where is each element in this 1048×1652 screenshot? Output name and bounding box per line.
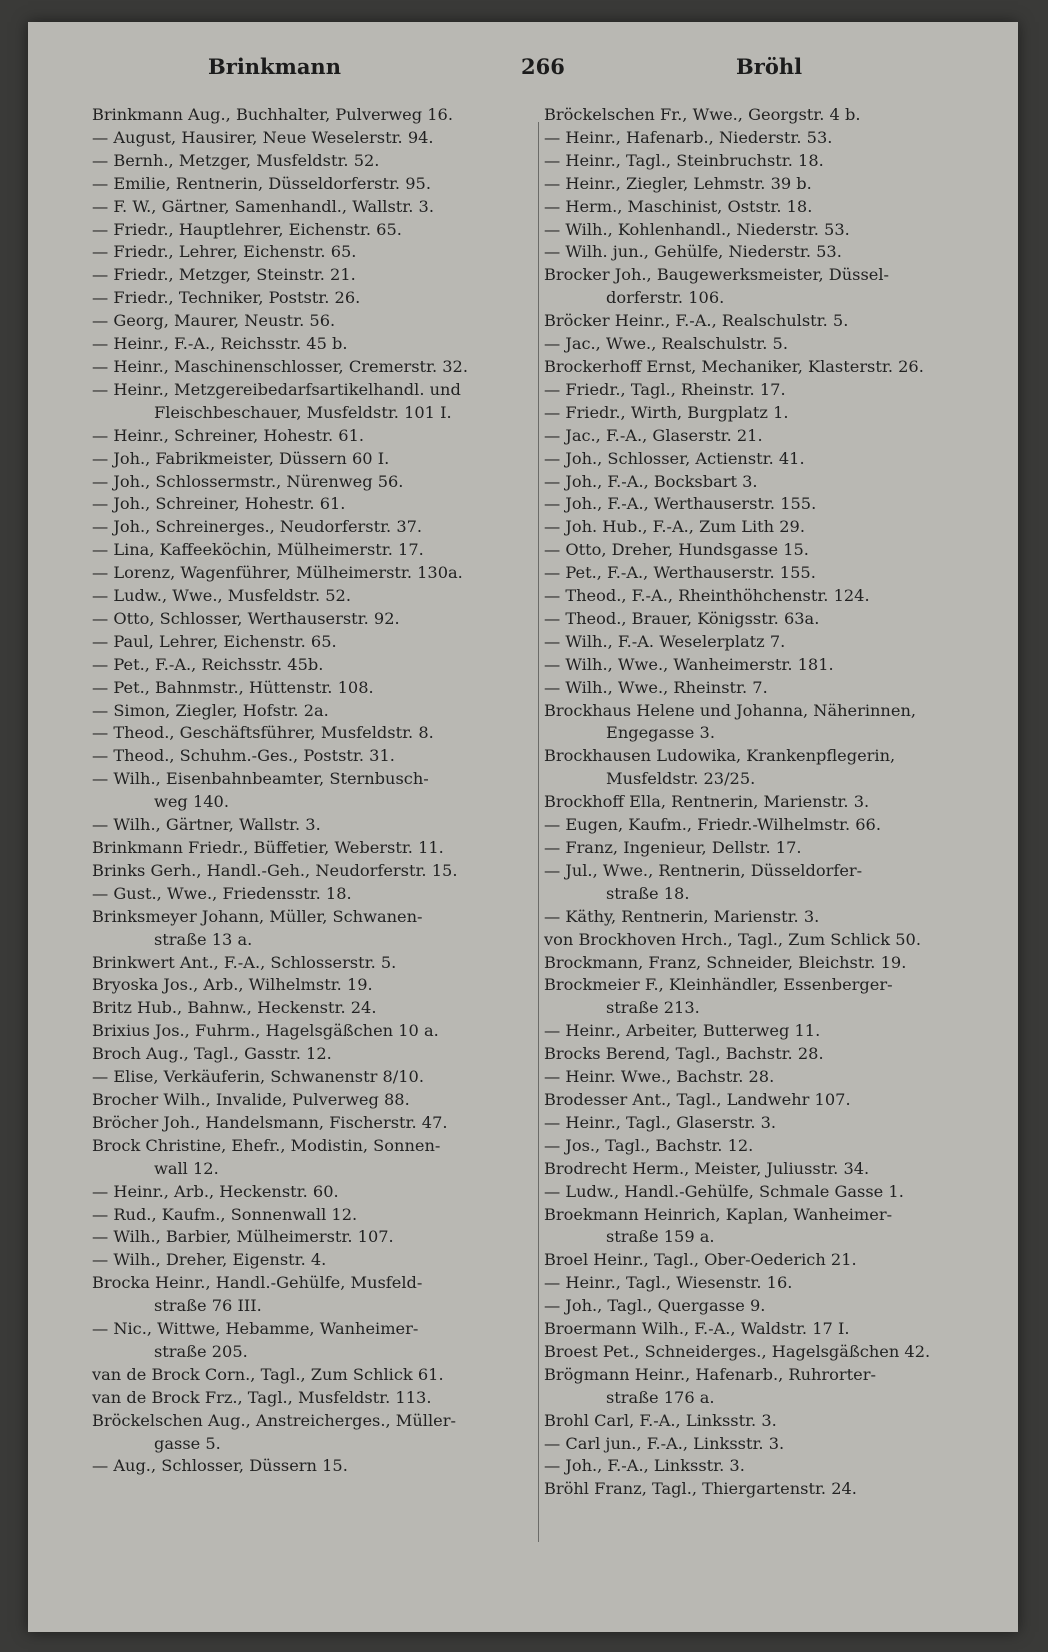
directory-entry: — Heinr., Ziegler, Lehmstr. 39 b. bbox=[544, 173, 812, 193]
directory-entry: Brodesser Ant., Tagl., Landwehr 107. bbox=[544, 1089, 851, 1109]
directory-entry: — Emilie, Rentnerin, Düsseldorferstr. 95. bbox=[92, 173, 431, 193]
column-divider bbox=[538, 122, 539, 1542]
directory-entry: — Elise, Verkäuferin, Schwanenstr 8/10. bbox=[92, 1067, 425, 1087]
directory-entry: — Franz, Ingenieur, Dellstr. 17. bbox=[544, 838, 802, 857]
directory-entry: Brockhoff Ella, Rentnerin, Marienstr. 3. bbox=[544, 792, 870, 812]
directory-entry: Bröhl Franz, Tagl., Thiergartenstr. 24. bbox=[544, 1479, 857, 1499]
directory-entry: Brock Christine, Ehefr., Modistin, Sonnen- bbox=[92, 1135, 441, 1155]
directory-entry: — Heinr., Hafenarb., Niederstr. 53. bbox=[544, 127, 833, 147]
directory-entry: — Otto, Schlosser, Werthauserstr. 92. bbox=[92, 608, 400, 628]
page-header bbox=[88, 54, 988, 84]
directory-entry: — Bernh., Metzger, Musfeldstr. 52. bbox=[92, 150, 380, 170]
directory-entry-continuation: straße 205. bbox=[154, 1341, 248, 1361]
directory-entry: — Heinr., F.-A., Reichsstr. 45 b. bbox=[92, 334, 348, 354]
page-number: 266 bbox=[521, 54, 565, 79]
directory-entry: — Simon, Ziegler, Hofstr. 2a. bbox=[92, 700, 329, 720]
directory-entry: — Wilh., Gärtner, Wallstr. 3. bbox=[92, 815, 321, 835]
directory-entry: Brixius Jos., Fuhrm., Hagelsgäßchen 10 a. bbox=[92, 1021, 439, 1041]
directory-entry: Broel Heinr., Tagl., Ober-Oederich 21. bbox=[544, 1250, 857, 1270]
directory-entry: — Wilh., Wwe., Rheinstr. 7. bbox=[544, 677, 768, 697]
directory-entry-continuation: dorferstr. 106. bbox=[606, 288, 725, 308]
directory-entry: — Joh., Schlossermstr., Nürenweg 56. bbox=[92, 471, 404, 491]
directory-page bbox=[28, 22, 1018, 1632]
directory-entry: — August, Hausirer, Neue Weselerstr. 94. bbox=[92, 127, 434, 147]
directory-entry: Brockhaus Helene und Johanna, Näherinnen, bbox=[544, 700, 917, 720]
directory-entry: Brinksmeyer Johann, Müller, Schwanen- bbox=[92, 906, 423, 926]
directory-entry: Brocher Wilh., Invalide, Pulverweg 88. bbox=[92, 1089, 410, 1109]
directory-entry: — Wilh., Eisenbahnbeamter, Sternbusch- bbox=[92, 769, 429, 789]
directory-entry: — Theod., Brauer, Königsstr. 63a. bbox=[544, 608, 820, 628]
directory-entry: — Heinr., Schreiner, Hohestr. 61. bbox=[92, 425, 365, 445]
directory-entry: — Heinr., Arbeiter, Butterweg 11. bbox=[544, 1021, 821, 1041]
directory-entry: Bröckelschen Aug., Anstreicherges., Müller- bbox=[92, 1410, 456, 1430]
directory-entry: — Joh., Tagl., Quergasse 9. bbox=[544, 1296, 766, 1316]
directory-entry: Brocker Joh., Baugewerksmeister, Düssel- bbox=[544, 265, 890, 285]
directory-entry: — Theod., Geschäftsführer, Musfeldstr. 8. bbox=[92, 723, 434, 743]
directory-entry: — Wilh., Kohlenhandl., Niederstr. 53. bbox=[544, 219, 850, 239]
directory-entry: Brockmeier F., Kleinhändler, Essenberger- bbox=[544, 975, 893, 995]
directory-entry: Brockhausen Ludowika, Krankenpflegerin, bbox=[544, 746, 896, 766]
directory-entry: Brohl Carl, F.-A., Linksstr. 3. bbox=[544, 1410, 777, 1430]
directory-entry-continuation: straße 18. bbox=[606, 883, 690, 903]
directory-entry: Brockerhoff Ernst, Mechaniker, Klasterstr. 26. bbox=[544, 356, 924, 376]
directory-entry: — Rud., Kaufm., Sonnenwall 12. bbox=[92, 1204, 358, 1224]
directory-entry: Brockmann, Franz, Schneider, Bleichstr. 19. bbox=[544, 952, 907, 972]
directory-entry: — F. W., Gärtner, Samenhandl., Wallstr. 3. bbox=[92, 196, 434, 216]
directory-entry: van de Brock Frz., Tagl., Musfeldstr. 113. bbox=[92, 1387, 432, 1407]
directory-entry: Broest Pet., Schneiderges., Hagelsgäßchen 42. bbox=[544, 1341, 931, 1361]
directory-entry: — Joh., F.-A., Werthauserstr. 155. bbox=[544, 494, 817, 514]
header-left-name: Brinkmann bbox=[208, 54, 341, 79]
directory-entry: Bröcker Heinr., F.-A., Realschulstr. 5. bbox=[544, 311, 849, 331]
directory-entry-continuation: weg 140. bbox=[154, 792, 229, 812]
directory-entry: — Heinr., Metzgereibedarfsartikelhandl. und bbox=[92, 379, 461, 399]
directory-entry: — Joh., Schreinerges., Neudorferstr. 37. bbox=[92, 517, 423, 537]
directory-entry: Brodrecht Herm., Meister, Juliusstr. 34. bbox=[544, 1158, 870, 1178]
directory-entry: — Wilh. jun., Gehülfe, Niederstr. 53. bbox=[544, 242, 842, 262]
directory-entry: — Theod., Schuhm.-Ges., Poststr. 31. bbox=[92, 746, 395, 766]
directory-entry-continuation: Fleischbeschauer, Musfeldstr. 101 I. bbox=[154, 402, 452, 422]
directory-entry: Broekmann Heinrich, Kaplan, Wanheimer- bbox=[544, 1204, 893, 1224]
directory-entry-continuation: straße 13 a. bbox=[154, 929, 253, 949]
directory-entry: Broermann Wilh., F.-A., Waldstr. 17 I. bbox=[544, 1319, 850, 1339]
directory-entry: — Heinr., Tagl., Glaserstr. 3. bbox=[544, 1112, 777, 1132]
directory-entry-continuation: Engegasse 3. bbox=[606, 723, 715, 743]
directory-entry-continuation: straße 176 a. bbox=[606, 1387, 715, 1407]
directory-entry: — Käthy, Rentnerin, Marienstr. 3. bbox=[544, 906, 820, 926]
directory-entry: — Joh. Hub., F.-A., Zum Lith 29. bbox=[544, 517, 805, 537]
directory-entry: Brinkwert Ant., F.-A., Schlosserstr. 5. bbox=[92, 952, 397, 972]
directory-entry: — Joh., F.-A., Bocksbart 3. bbox=[544, 471, 758, 491]
directory-entry: von Brockhoven Hrch., Tagl., Zum Schlick 50. bbox=[544, 929, 921, 949]
directory-entry: Bröcher Joh., Handelsmann, Fischerstr. 47. bbox=[92, 1112, 448, 1132]
directory-entry: — Wilh., F.-A. Weselerplatz 7. bbox=[544, 631, 786, 651]
directory-entry: — Friedr., Wirth, Burgplatz 1. bbox=[544, 402, 789, 422]
directory-entry: Britz Hub., Bahnw., Heckenstr. 24. bbox=[92, 998, 377, 1018]
directory-entry: Brögmann Heinr., Hafenarb., Ruhrorter- bbox=[544, 1364, 876, 1384]
directory-entry: — Jos., Tagl., Bachstr. 12. bbox=[544, 1135, 754, 1155]
directory-entry: — Heinr. Wwe., Bachstr. 28. bbox=[544, 1067, 775, 1087]
directory-entry: — Friedr., Techniker, Poststr. 26. bbox=[92, 288, 361, 308]
directory-entry: — Joh., Fabrikmeister, Düssern 60 I. bbox=[92, 448, 390, 468]
directory-entry: — Friedr., Hauptlehrer, Eichenstr. 65. bbox=[92, 219, 402, 239]
right-column bbox=[544, 104, 994, 1501]
directory-entry: — Lorenz, Wagenführer, Mülheimerstr. 130a. bbox=[92, 563, 463, 583]
directory-entry: Broch Aug., Tagl., Gasstr. 12. bbox=[92, 1044, 332, 1064]
directory-entry: — Ludw., Wwe., Musfeldstr. 52. bbox=[92, 586, 351, 606]
directory-entry: — Joh., Schreiner, Hohestr. 61. bbox=[92, 494, 346, 514]
directory-entry: — Friedr., Lehrer, Eichenstr. 65. bbox=[92, 242, 357, 262]
directory-entry: — Theod., F.-A., Rheinthöhchenstr. 124. bbox=[544, 586, 870, 606]
directory-entry: — Wilh., Barbier, Mülheimerstr. 107. bbox=[92, 1227, 394, 1247]
directory-entry: — Eugen, Kaufm., Friedr.-Wilhelmstr. 66. bbox=[544, 815, 882, 835]
directory-entry: — Heinr., Tagl., Wiesenstr. 16. bbox=[544, 1273, 793, 1293]
directory-entry: — Pet., F.-A., Reichsstr. 45b. bbox=[92, 654, 324, 674]
directory-entry: — Pet., F.-A., Werthauserstr. 155. bbox=[544, 563, 816, 583]
directory-entry: — Otto, Dreher, Hundsgasse 15. bbox=[544, 540, 809, 560]
directory-entry: — Heinr., Arb., Heckenstr. 60. bbox=[92, 1181, 339, 1201]
directory-entry-continuation: Musfeldstr. 23/25. bbox=[606, 769, 756, 789]
header-right-name: Bröhl bbox=[736, 54, 803, 79]
directory-entry: Brocks Berend, Tagl., Bachstr. 28. bbox=[544, 1044, 824, 1064]
directory-entry: Brocka Heinr., Handl.-Gehülfe, Musfeld- bbox=[92, 1273, 423, 1293]
directory-entry: Brinks Gerh., Handl.-Geh., Neudorferstr. 15. bbox=[92, 860, 458, 880]
left-column bbox=[92, 104, 532, 1478]
directory-entry: Bryoska Jos., Arb., Wilhelmstr. 19. bbox=[92, 975, 373, 995]
directory-entry: — Herm., Maschinist, Oststr. 18. bbox=[544, 196, 813, 216]
directory-entry: van de Brock Corn., Tagl., Zum Schlick 61. bbox=[92, 1364, 444, 1384]
directory-entry: — Friedr., Tagl., Rheinstr. 17. bbox=[544, 379, 786, 399]
directory-entry: — Lina, Kaffeeköchin, Mülheimerstr. 17. bbox=[92, 540, 424, 560]
directory-entry: — Jul., Wwe., Rentnerin, Düsseldorfer- bbox=[544, 860, 863, 880]
directory-entry: Bröckelschen Fr., Wwe., Georgstr. 4 b. bbox=[544, 105, 861, 124]
directory-entry: — Carl jun., F.-A., Linksstr. 3. bbox=[544, 1433, 785, 1453]
directory-entry: — Wilh., Dreher, Eigenstr. 4. bbox=[92, 1250, 327, 1270]
directory-entry: — Friedr., Metzger, Steinstr. 21. bbox=[92, 265, 356, 285]
directory-entry: — Jac., F.-A., Glaserstr. 21. bbox=[544, 425, 763, 445]
directory-entry: — Pet., Bahnmstr., Hüttenstr. 108. bbox=[92, 677, 374, 697]
directory-entry-continuation: straße 213. bbox=[606, 998, 700, 1018]
directory-entry: — Georg, Maurer, Neustr. 56. bbox=[92, 311, 336, 331]
directory-entry: — Nic., Wittwe, Hebamme, Wanheimer- bbox=[92, 1319, 419, 1339]
directory-entry: — Aug., Schlosser, Düssern 15. bbox=[92, 1456, 348, 1476]
directory-entry: Brinkmann Friedr., Büffetier, Weberstr. 11. bbox=[92, 838, 444, 857]
directory-entry: — Paul, Lehrer, Eichenstr. 65. bbox=[92, 631, 337, 651]
directory-entry: — Joh., F.-A., Linksstr. 3. bbox=[544, 1456, 745, 1476]
directory-entry: Brinkmann Aug., Buchhalter, Pulverweg 16. bbox=[92, 105, 454, 124]
directory-entry-continuation: straße 159 a. bbox=[606, 1227, 715, 1247]
directory-entry-continuation: straße 76 III. bbox=[154, 1296, 262, 1316]
directory-entry: — Jac., Wwe., Realschulstr. 5. bbox=[544, 334, 788, 354]
directory-entry-continuation: gasse 5. bbox=[154, 1433, 221, 1453]
directory-entry: — Heinr., Maschinenschlosser, Cremerstr. 32. bbox=[92, 356, 468, 376]
directory-entry-continuation: wall 12. bbox=[154, 1158, 219, 1178]
directory-entry: — Ludw., Handl.-Gehülfe, Schmale Gasse 1. bbox=[544, 1181, 904, 1201]
directory-entry: — Gust., Wwe., Friedensstr. 18. bbox=[92, 883, 352, 903]
directory-entry: — Joh., Schlosser, Actienstr. 41. bbox=[544, 448, 805, 468]
directory-entry: — Heinr., Tagl., Steinbruchstr. 18. bbox=[544, 150, 824, 170]
directory-entry: — Wilh., Wwe., Wanheimerstr. 181. bbox=[544, 654, 834, 674]
